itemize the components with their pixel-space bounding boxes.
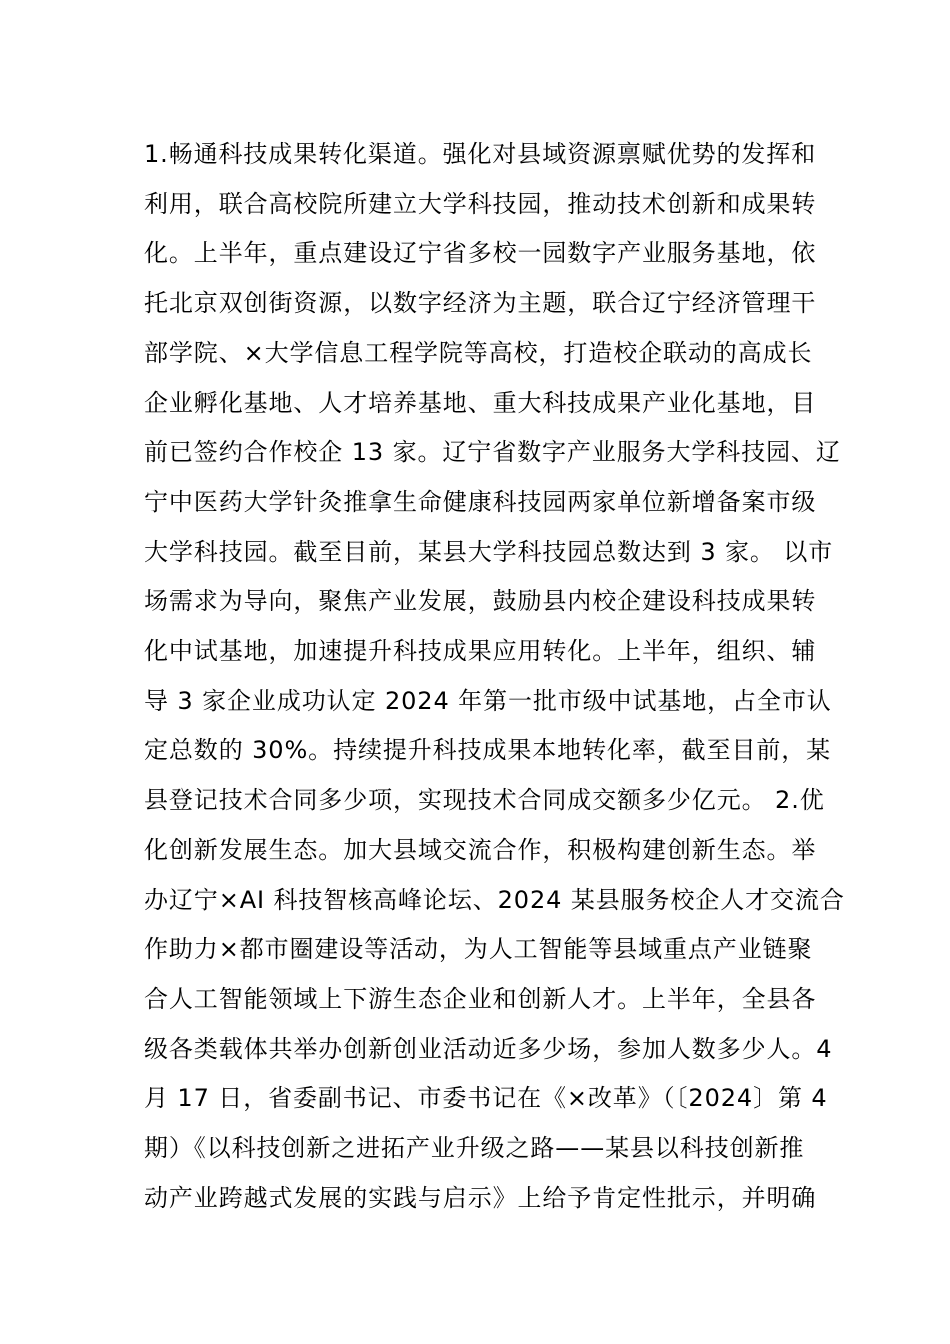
text-line: 导 3 家企业成功认定 2024 年第一批市级中试基地，占全市认 — [144, 686, 832, 715]
text-line: 作助力×都市圈建设等活动，为人工智能等县域重点产业链聚 — [144, 935, 813, 964]
text-line: 企业孵化基地、人才培养基地、重大科技成果产业化基地，目 — [144, 388, 817, 417]
text-line: 动产业跨越式发展的实践与启示》上给予肯定性批示，并明确 — [144, 1183, 817, 1212]
text-line: 化。上半年，重点建设辽宁省多校一园数字产业服务基地，依 — [144, 239, 817, 268]
text-line: 定总数的 30%。持续提升科技成果本地转化率，截至目前，某 — [144, 736, 832, 765]
text-line: 场需求为导向，聚焦产业发展，鼓励县内校企建设科技成果转 — [144, 587, 817, 616]
body-paragraph — [144, 130, 845, 1223]
text-line: 期）《以科技创新之进拓产业升级之路——某县以科技创新推 — [144, 1134, 805, 1163]
text-line: 月 17 日，省委副书记、市委书记在《×改革》（〔2024〕第 4 — [144, 1084, 828, 1113]
text-line: 1.畅通科技成果转化渠道。强化对县域资源禀赋优势的发挥和 — [144, 140, 817, 168]
text-line: 合人工智能领域上下游生态企业和创新人才。上半年，全县各 — [144, 984, 817, 1013]
text-line: 县登记技术合同多少项，实现技术合同成交额多少亿元。 2.优 — [144, 786, 825, 815]
text-line: 化创新发展生态。加大县域交流合作，积极构建创新生态。举 — [144, 835, 817, 864]
text-line: 大学科技园。截至目前，某县大学科技园总数达到 3 家。 以市 — [144, 537, 834, 566]
text-line: 级各类载体共举办创新创业活动近多少场，参加人数多少人。4 — [144, 1034, 833, 1063]
text-line: 利用，联合高校院所建立大学科技园，推动技术创新和成果转 — [144, 189, 817, 218]
text-line: 办辽宁×AI 科技智核高峰论坛、2024 某县服务校企人才交流合 — [144, 885, 845, 914]
text-line: 化中试基地，加速提升科技成果应用转化。上半年，组织、辅 — [144, 637, 817, 666]
text-line: 托北京双创街资源，以数字经济为主题，联合辽宁经济管理干 — [144, 289, 817, 318]
text-line: 部学院、×大学信息工程学院等高校，打造校企联动的高成长 — [144, 338, 813, 367]
text-line: 前已签约合作校企 13 家。辽宁省数字产业服务大学科技园、辽 — [144, 438, 841, 467]
text-line: 宁中医药大学针灸推拿生命健康科技园两家单位新增备案市级 — [144, 487, 817, 516]
